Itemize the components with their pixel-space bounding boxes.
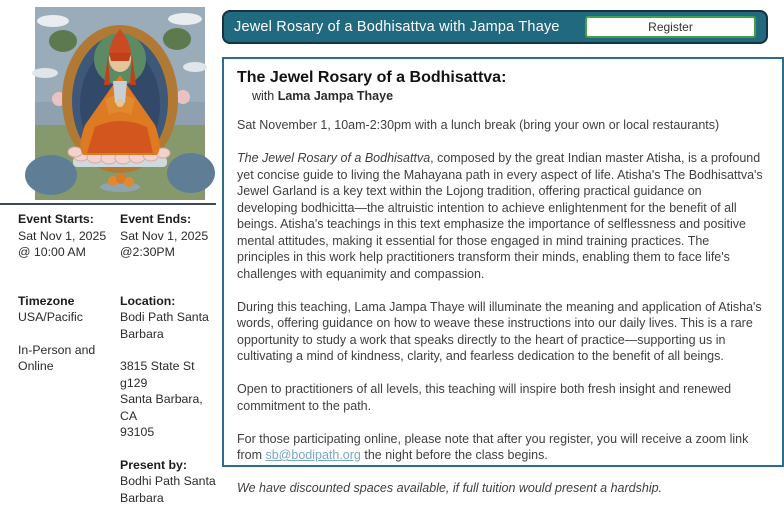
event-header-bar xyxy=(222,10,768,44)
event-starts-time: @ 10:00 AM xyxy=(18,245,86,259)
description-paragraph-1 xyxy=(237,150,764,282)
schedule-line: Sat November 1, 10am-2:30pm with a lunch break (bring your own or local restaurants) xyxy=(237,118,720,132)
location-address-line3: 93105 xyxy=(120,425,155,439)
sidebar-details-column-right xyxy=(120,211,220,522)
event-subtitle xyxy=(252,89,752,103)
timezone-value: USA/Pacific xyxy=(18,310,83,324)
event-title: The Jewel Rosary of a Bodhisattva: xyxy=(237,69,507,86)
location-address-line2: Santa Barbara, CA xyxy=(120,392,203,423)
location-label: Location: xyxy=(120,293,176,308)
paragraph-4-after-link: the night before the class begins. xyxy=(360,448,548,462)
book-title-italic: The Jewel Rosary of a Bodhisattva xyxy=(237,151,431,165)
hardship-note: We have discounted spaces available, if full tuition would present a hardship. xyxy=(237,481,663,495)
description-paragraph-4 xyxy=(237,431,764,464)
event-thangka-image xyxy=(35,7,205,200)
event-ends-label: Event Ends: xyxy=(120,212,192,226)
event-ends-block xyxy=(120,211,220,261)
paragraph-1-text: , composed by the great Indian master Atisha, is a profound yet concise guide to living the Mahayana path in every aspect of life. Atisha's The Bodhisattva's Jewel Garland is a key text within the Lojong tradition, offering practical guidance on developing bodhicitta—the altruistic intention to achieve enlightenment for the benefit of all beings. Atisha's teachings in this text emphasize the importance of selflessness and positive mental attitudes, making it essential for those engaged in mind training practices. The principles in this work help practitioners transform their minds, enabling them to face life's challenges with equanimity and compassion. xyxy=(237,151,763,281)
presented-by-value: Bodhi Path Santa Barbara xyxy=(120,474,216,505)
event-header-title: Jewel Rosary of a Bodhisattva with Jampa Thaye xyxy=(234,19,560,35)
event-ends-time: @2:30PM xyxy=(120,245,175,259)
location-address-line1: 3815 State St g129 xyxy=(120,359,195,390)
event-starts-block xyxy=(18,211,115,261)
subtitle-prefix: with xyxy=(252,89,278,103)
sidebar-details-column-left xyxy=(18,211,115,391)
presented-by-block xyxy=(120,457,220,507)
event-ends-date: Sat Nov 1, 2025 xyxy=(120,228,209,243)
event-description-panel xyxy=(222,57,784,495)
location-name: Bodi Path Santa Barbara xyxy=(120,310,209,341)
register-button[interactable]: Register xyxy=(585,16,756,38)
event-body-text xyxy=(237,117,764,497)
event-starts-date: Sat Nov 1, 2025 xyxy=(18,228,107,243)
teacher-name: Lama Jampa Thaye xyxy=(277,89,394,103)
timezone-block xyxy=(18,293,115,326)
sidebar-divider xyxy=(0,203,216,205)
paragraph-4-before-link: For those participating online, please note that after you register, you will receive a zoom link from xyxy=(237,431,749,462)
event-sidebar xyxy=(0,0,222,505)
event-starts-label: Event Starts: xyxy=(18,212,94,226)
attendance-mode: In-Person and Online xyxy=(18,342,96,373)
timezone-label: Timezone xyxy=(18,293,75,308)
location-block xyxy=(120,293,220,441)
presented-by-label: Present by: xyxy=(120,457,187,472)
description-paragraph-3: Open to practitioners of all levels, this teaching will inspire both fresh insight and renewed commitment to the path. xyxy=(237,382,732,413)
description-paragraph-2: During this teaching, Lama Jampa Thaye will illuminate the meaning and application of Atisha's words, offering guidance on how to weave these instructions into our daily lives. This is a rare opportunity to study a work that speaks directly to the heart of practice—supporting us in cultivating a mind of kindness, clarity, and fearless dedication to the benefit of all beings. xyxy=(237,299,762,363)
contact-email-link[interactable]: sb@bodipath.org xyxy=(265,448,361,462)
